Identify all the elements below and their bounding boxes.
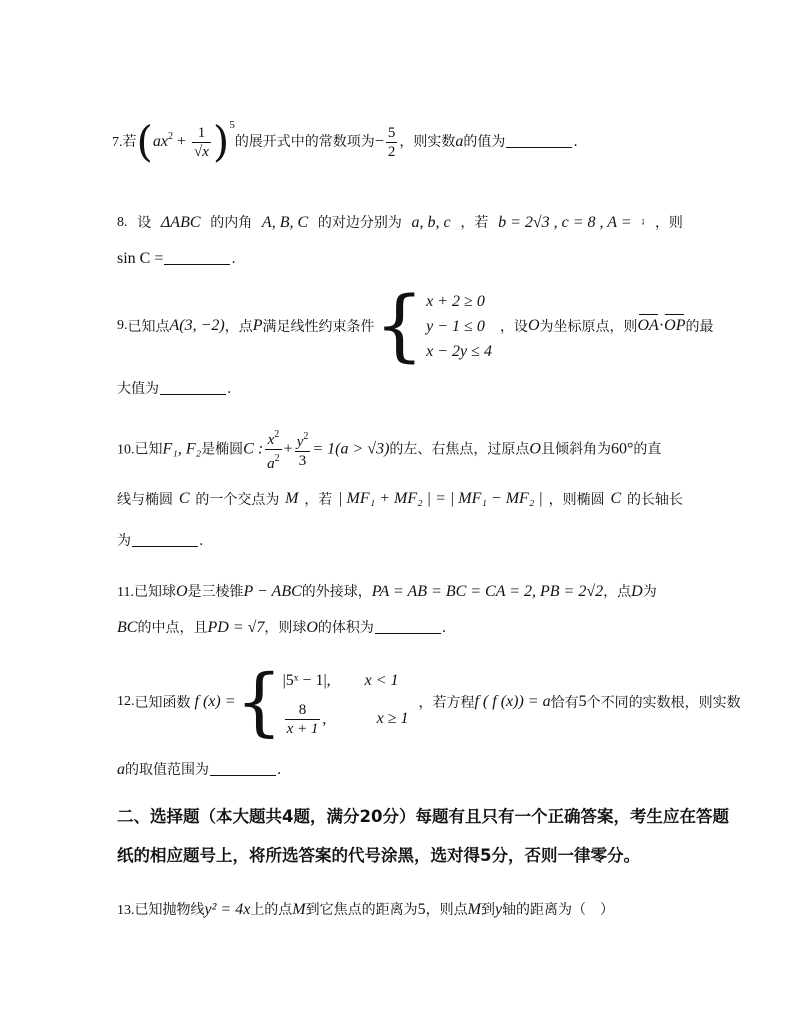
problem-text: 恰有 xyxy=(550,695,579,711)
problem-text: 的左、右焦点，过原点 xyxy=(389,441,530,457)
section-line: 纸的相应题号上，将所选答案的代号涂黑，选对得5分，否则一律零分。 xyxy=(117,846,640,865)
problem-text: 已知球 xyxy=(133,584,176,600)
problem-text: ，则 xyxy=(654,215,683,231)
problem-text: ，若 xyxy=(304,492,333,508)
problem-text: 已知抛物线 xyxy=(134,902,205,918)
problem-text: 已知函数 xyxy=(134,695,191,711)
problem-text: 的展开式中的常数项为 xyxy=(234,134,375,150)
period: . xyxy=(231,251,236,267)
problem-11-line2 xyxy=(117,616,446,640)
problem-number: 13. xyxy=(117,903,135,918)
problem-number: 11. xyxy=(117,585,134,600)
math-expr: 60° xyxy=(610,440,634,457)
problem-text: 为 xyxy=(642,584,657,600)
left-brace: { xyxy=(235,659,283,745)
problem-text: ，若 xyxy=(460,215,489,231)
problem-9 xyxy=(117,283,713,369)
problem-text: 的取值范围为 xyxy=(125,762,209,778)
left-brace: { xyxy=(374,281,425,371)
problem-number: 9. xyxy=(117,318,128,333)
right-paren: ) xyxy=(212,117,230,166)
problem-text: 的一个交点为 xyxy=(195,492,280,508)
problem-text: 的值为 xyxy=(463,134,506,150)
period: . xyxy=(441,620,447,636)
problem-12 xyxy=(117,659,741,745)
math-expr: a, b, c xyxy=(411,214,451,231)
math-expr: A, B, C xyxy=(261,214,309,231)
problem-text: 线与椭圆 xyxy=(117,492,173,508)
math-var: y xyxy=(494,901,503,918)
problem-line xyxy=(117,426,661,473)
constraint-system xyxy=(426,289,492,364)
answer-blank[interactable] xyxy=(132,545,198,547)
section-line: 二、选择题（本大题共4题，满分20分）每题有且只有一个正确答案，考生应在答题 xyxy=(117,807,729,826)
problem-text: 到它焦点的距离为 xyxy=(305,902,418,918)
problem-text: 大值为 xyxy=(117,381,159,397)
problem-text: ，则椭圆 xyxy=(548,492,605,508)
math-expr: F₁, F₂ xyxy=(162,440,202,457)
problem-text: ，则点 xyxy=(425,902,468,918)
problem-text: ，点 xyxy=(603,584,632,600)
math-expr: f ( f (x)) = a xyxy=(474,693,551,710)
math-var: a xyxy=(455,133,464,150)
problem-text: 设 xyxy=(137,215,152,231)
constraint: y − 1 ≤ 0 xyxy=(426,317,485,335)
problem-text: 到 xyxy=(480,902,495,918)
math-var: M xyxy=(467,901,481,918)
problem-text: 为 xyxy=(117,533,131,549)
math-expr: y² = 4x xyxy=(204,901,251,918)
math-term: $ax^2$ xyxy=(152,131,173,150)
case-row xyxy=(283,698,409,740)
math-var: a xyxy=(117,761,125,778)
period: . xyxy=(199,533,204,549)
answer-blank[interactable] xyxy=(210,774,276,776)
problem-11 xyxy=(117,578,683,604)
case-cond: x < 1 xyxy=(364,672,399,689)
problem-text: ，若方程 xyxy=(418,695,475,711)
problem-line xyxy=(117,581,657,601)
math-var: C xyxy=(610,490,622,507)
math-expr: = 1(a > √3) xyxy=(312,440,390,457)
math-expr: b = 2√3 , c = 8 , A = xyxy=(498,214,632,231)
problem-13 xyxy=(117,898,614,923)
problem-text: 是三棱锥 xyxy=(187,584,244,600)
piecewise-cases xyxy=(283,664,409,740)
problem-number: 10. xyxy=(117,442,135,457)
math-expr: PA = AB = BC = CA = 2, PB = 2√2 xyxy=(371,583,604,600)
answer-blank[interactable] xyxy=(160,393,226,395)
problem-text: ，点 xyxy=(224,319,253,335)
problem-text: 的内角 xyxy=(210,215,253,231)
garbled-glyph: ꜟ xyxy=(641,216,646,230)
case-row xyxy=(283,664,409,698)
problem-number: 7. xyxy=(112,135,123,150)
case-cond: x ≥ 1 xyxy=(376,710,409,727)
plus-sign: + xyxy=(283,440,293,457)
fraction: $\frac{y^2}{3}$ xyxy=(296,431,309,469)
problem-line xyxy=(117,210,683,236)
section-heading xyxy=(117,804,729,869)
period: . xyxy=(227,381,232,397)
problem-text: 的直 xyxy=(633,441,662,457)
problem-text: 满足线性约束条件 xyxy=(262,319,375,335)
period: . xyxy=(277,762,282,778)
case-expr: $\frac{8}{x + 1}$ , xyxy=(286,701,327,737)
fraction: $\frac{1}{√x}$ xyxy=(194,124,209,160)
problem-text: 的中点，且 xyxy=(137,620,208,636)
math-var: P xyxy=(252,317,263,334)
answer-blank[interactable] xyxy=(375,632,441,634)
problem-text: 的对边分别为 xyxy=(317,215,402,231)
constraint: x − 2y ≤ 4 xyxy=(426,342,492,360)
math-var: O xyxy=(306,619,318,636)
problem-number: 12. xyxy=(117,694,135,709)
problem-text: ，设 xyxy=(499,319,528,335)
math-expr: A(3, −2) xyxy=(169,317,225,334)
problem-text: ，则球 xyxy=(264,620,307,636)
constraint: x + 2 ≥ 0 xyxy=(426,292,485,310)
problem-number: 8. xyxy=(117,215,128,230)
problem-text: 是椭圆 xyxy=(201,441,244,457)
problem-text: 为坐标原点，则 xyxy=(539,319,638,335)
math-var: D xyxy=(631,583,643,600)
math-var: O xyxy=(175,583,188,600)
fraction: $\frac{x^2}{a^2}$ xyxy=(267,428,280,472)
exponent: 5 xyxy=(229,119,235,131)
math-var: M xyxy=(292,901,306,918)
problem-text: 的体积为 xyxy=(317,620,374,636)
problem-text: 轴的距离为（ ） xyxy=(502,902,615,918)
math-number: 5 xyxy=(417,901,426,918)
problem-text: 且倾斜角为 xyxy=(540,441,611,457)
math-var: C xyxy=(178,490,190,507)
answer-blank[interactable] xyxy=(506,146,572,148)
math-expr: BC xyxy=(117,619,138,636)
problem-10-line2 xyxy=(117,484,683,514)
case-expr: |5ˣ − 1|, xyxy=(282,672,331,689)
minus-sign: − xyxy=(374,133,384,150)
math-expr: f (x) = xyxy=(194,693,236,710)
problem-text: 若 xyxy=(122,134,137,150)
problem-text: 已知点 xyxy=(127,319,170,335)
math-expr: sin C = xyxy=(117,250,164,267)
math-expr: | MF₁ + MF₂ | = | MF₁ − MF₂ | xyxy=(338,490,543,507)
left-paren: ( xyxy=(136,117,153,166)
problem-text: 的最 xyxy=(685,319,714,335)
problem-7 xyxy=(112,100,578,166)
problem-text: 上的点 xyxy=(250,902,293,918)
problem-text: ，则实数 xyxy=(399,134,456,150)
problem-10-line3 xyxy=(117,530,203,552)
fraction: $\frac{5}{2}$ xyxy=(387,124,396,160)
problem-12-line2 xyxy=(117,758,281,782)
math-expr: C : xyxy=(243,440,264,457)
problem-text: 的外接球， xyxy=(301,584,372,600)
plus-sign: + xyxy=(173,133,191,150)
math-expr: PD = √7 xyxy=(207,619,265,636)
problem-text: 的长轴长 xyxy=(626,492,683,508)
math-var: O xyxy=(529,440,541,457)
period: . xyxy=(573,134,578,150)
problem-line xyxy=(117,246,683,272)
answer-blank[interactable] xyxy=(164,263,230,265)
math-expr: ΔABC xyxy=(160,214,201,231)
vector: OA xyxy=(637,317,659,334)
vector: OP xyxy=(664,317,686,334)
math-var: O xyxy=(527,317,540,334)
problem-10 xyxy=(117,424,683,474)
problem-text: 个不同的实数根，则实数 xyxy=(586,695,741,711)
math-number: 5 xyxy=(578,693,587,710)
problem-text: 已知 xyxy=(134,441,163,457)
math-expr: P − ABC xyxy=(243,583,302,600)
problem-9-line2 xyxy=(117,378,231,400)
dot-operator: · xyxy=(658,317,665,334)
problem-line xyxy=(117,283,713,369)
problem-8 xyxy=(117,210,683,272)
math-var: M xyxy=(285,490,299,507)
